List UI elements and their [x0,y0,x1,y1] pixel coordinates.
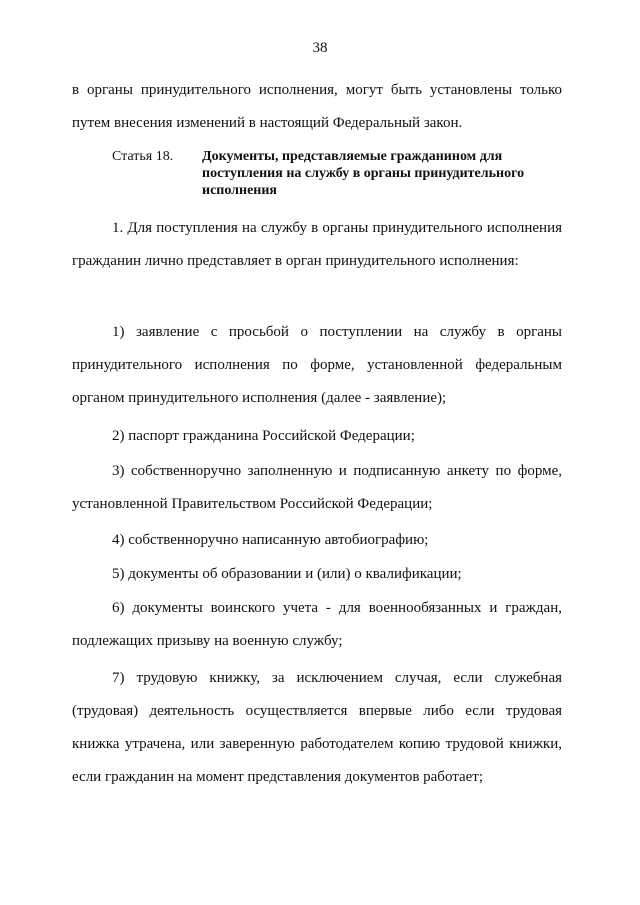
article-title: Документы, представляемые гражданином для поступления на службу в органы принудительного исполнения [202,149,525,198]
list-item-6: 6) документы воинского учета - для военнообязанных и граждан, подлежащих призыву на военную службу; [72,600,562,649]
list-item-7: 7) трудовую книжку, за исключением случая, если служебная (трудовая) деятельность осуществляется впервые либо если трудовая книжка утрачена, или заверенную работодателем копию трудовой книжки, если гражданин на момент представления документов работает; [72,670,562,785]
list-item-4: 4) собственноручно написанную автобиографию; [112,532,429,548]
paragraph-1: 1. Для поступления на службу в органы принудительного исполнения гражданин лично представляет в орган принудительного исполнения: [72,220,562,269]
list-item-5: 5) документы об образовании и (или) о квалификации; [112,566,462,582]
list-item-2: 2) паспорт гражданина Российской Федерации; [112,428,415,444]
list-item-1: 1) заявление с просьбой о поступлении на службу в органы принудительного исполнения по форме, установленной федеральным органом принудительного исполнения (далее - заявление); [72,324,562,406]
article-label: Статья 18. [112,149,174,164]
article-heading [112,148,562,199]
page-number: 38 [312,40,328,56]
intro-paragraph: в органы принудительного исполнения, могут быть установлены только путем внесения изменений в настоящий Федеральный закон. [72,82,562,131]
list-item-3: 3) собственноручно заполненную и подписанную анкету по форме, установленной Правительством Российской Федерации; [72,463,562,512]
